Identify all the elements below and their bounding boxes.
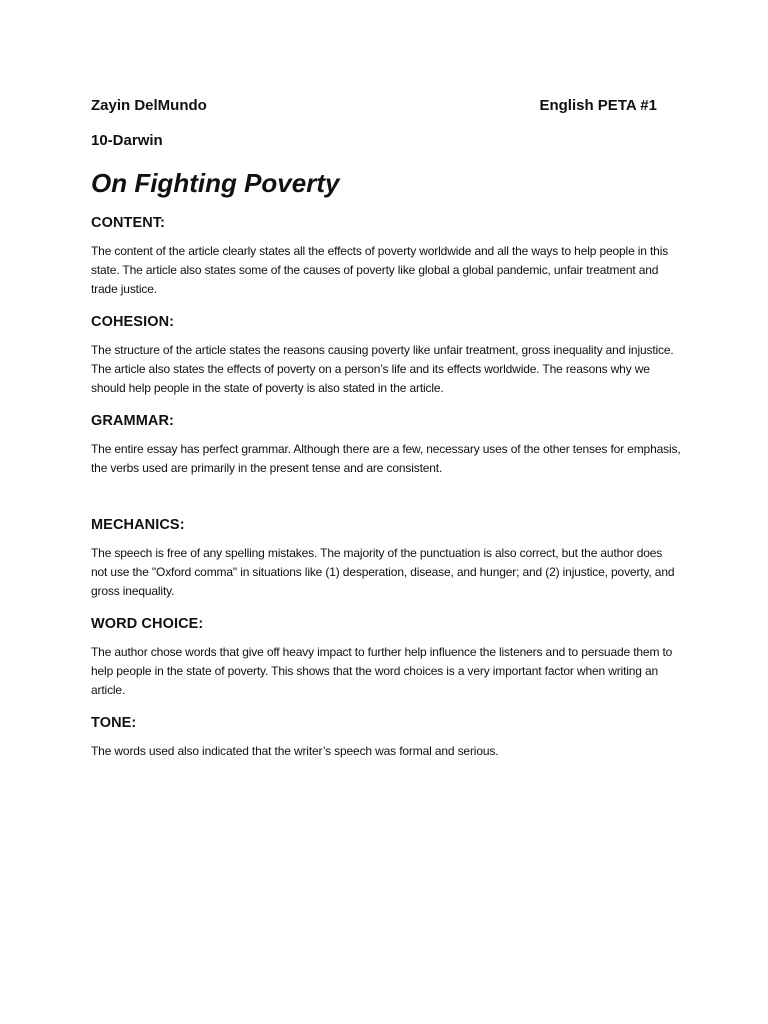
section-paragraph: The entire essay has perfect grammar. Although there are a few, necessary uses of the other tenses for emphasis, the verbs used are primarily in the present tense and are consistent.: [91, 442, 681, 475]
section-paragraph: The content of the article clearly states all the effects of poverty worldwide and all the ways to help people in this state. The article also states some of the causes of poverty like global a global pandemic, unfair treatment and trade justice.: [91, 244, 669, 296]
section-heading: TONE:: [91, 715, 137, 731]
section-mechanics: [91, 516, 681, 601]
author-name: Zayin DelMundo: [91, 97, 207, 114]
section-paragraph: The speech is free of any spelling mistakes. The majority of the punctuation is also correct, but the author does not use the "Oxford comma" in situations like (1) desperation, disease, and hunger; and (2) injustice, poverty, and gross inequality.: [91, 546, 675, 598]
class-section: 10-Darwin: [91, 132, 163, 149]
document-body: [91, 214, 681, 761]
section-heading: WORD CHOICE:: [91, 616, 204, 632]
section-heading: MECHANICS:: [91, 517, 185, 533]
document-title: On Fighting Poverty: [91, 168, 340, 198]
section-tone: [91, 714, 681, 761]
section-word-choice: [91, 615, 681, 700]
section-heading: GRAMMAR:: [91, 413, 174, 429]
section-paragraph: The author chose words that give off heavy impact to further help influence the listeners and to persuade them to help people in the state of poverty. This shows that the word choices is a very important factor when writing an article.: [91, 645, 673, 697]
section-grammar: [91, 412, 681, 478]
section-cohesion: [91, 313, 681, 398]
section-heading: CONTENT:: [91, 215, 166, 231]
section-content: [91, 214, 681, 299]
section-heading: COHESION:: [91, 314, 175, 330]
header-row: [91, 96, 657, 118]
section-paragraph: The structure of the article states the reasons causing poverty like unfair treatment, gross inequality and injustice. The article also states the effects of poverty on a person’s life and its effects worldwide. The reasons why we should help people in the state of poverty is also stated in the article.: [91, 343, 674, 395]
course-label: English PETA #1: [539, 97, 657, 114]
section-paragraph: The words used also indicated that the writer’s speech was formal and serious.: [91, 744, 499, 758]
